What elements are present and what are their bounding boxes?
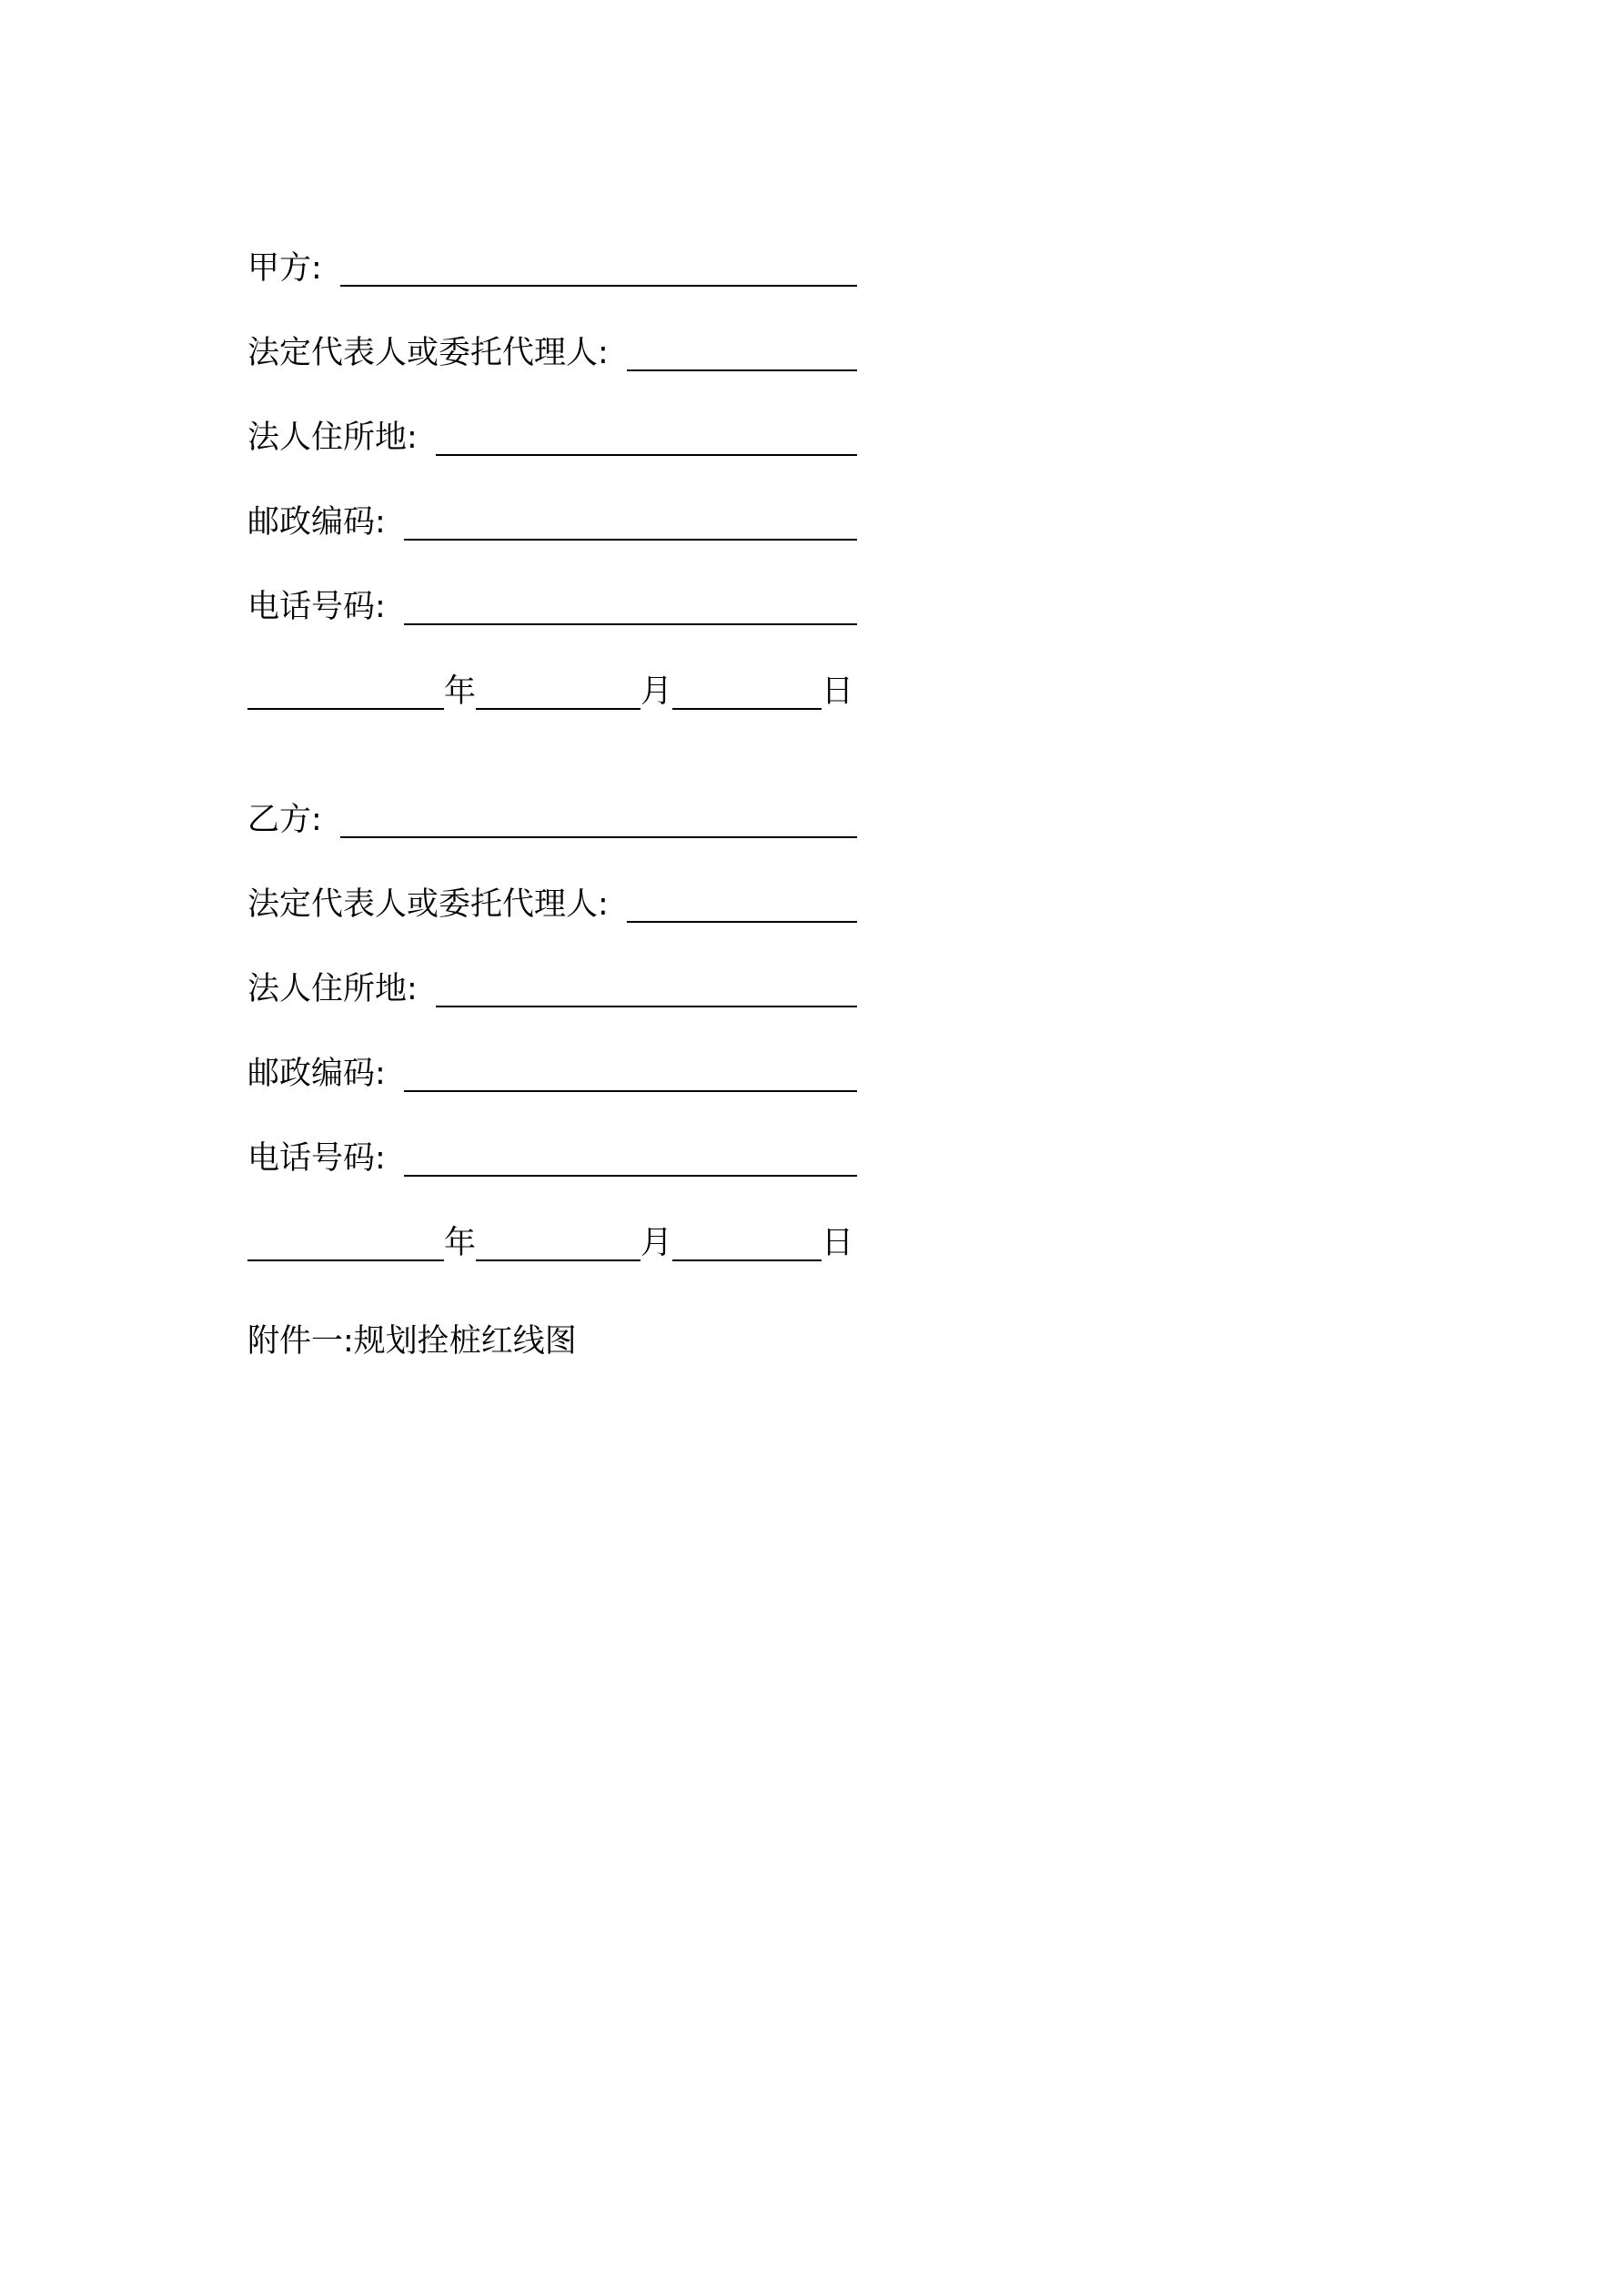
party-a-date-row	[247, 631, 857, 715]
party-a-rep-row	[247, 292, 857, 377]
party-b-postcode-row	[247, 1013, 857, 1097]
party-a-phone-label: 电话号码:	[247, 589, 386, 625]
section-spacer	[247, 715, 857, 759]
party-a-month-blank[interactable]	[476, 672, 641, 710]
party-a-postcode-blank[interactable]	[404, 502, 857, 541]
party-b-day-blank[interactable]	[672, 1223, 822, 1261]
signature-block	[247, 207, 857, 1365]
party-b-rep-row	[247, 844, 857, 928]
party-b-address-row	[247, 928, 857, 1013]
party-a-month-label: 月	[641, 673, 673, 710]
party-b-year-label: 年	[444, 1225, 477, 1261]
party-b-date-row	[247, 1182, 857, 1267]
party-a-name-label: 甲方:	[247, 250, 322, 287]
party-b-postcode-blank[interactable]	[404, 1054, 857, 1092]
section-spacer	[247, 1267, 857, 1318]
party-b-rep-blank[interactable]	[627, 885, 857, 923]
party-b-month-label: 月	[641, 1225, 673, 1261]
party-a-year-label: 年	[444, 673, 477, 710]
party-a-day-blank[interactable]	[672, 672, 822, 710]
party-a-phone-row	[247, 546, 857, 631]
party-b-rep-label: 法定代表人或委托代理人:	[247, 886, 609, 923]
party-b-day-label: 日	[822, 1225, 854, 1261]
party-a-year-blank[interactable]	[247, 672, 444, 710]
party-b-year-blank[interactable]	[247, 1223, 444, 1261]
party-b-month-blank[interactable]	[476, 1223, 641, 1261]
party-b-address-blank[interactable]	[436, 969, 857, 1007]
party-b-name-label: 乙方:	[247, 802, 322, 838]
party-a-name-blank[interactable]	[340, 248, 857, 287]
party-a-address-label: 法人住所地:	[247, 420, 418, 456]
party-a-address-blank[interactable]	[436, 418, 857, 456]
party-b-name-blank[interactable]	[340, 800, 857, 838]
party-b-phone-row	[247, 1097, 857, 1182]
party-b-phone-blank[interactable]	[404, 1138, 857, 1177]
party-a-phone-blank[interactable]	[404, 587, 857, 625]
party-a-rep-label: 法定代表人或委托代理人:	[247, 335, 609, 371]
party-b-postcode-label: 邮政编码:	[247, 1056, 386, 1092]
party-a-postcode-label: 邮政编码:	[247, 504, 386, 541]
party-b-phone-label: 电话号码:	[247, 1140, 386, 1177]
attachment-title: 附件一:规划拴桩红线图	[247, 1323, 577, 1360]
party-b-address-label: 法人住所地:	[247, 971, 418, 1007]
party-a-name-row	[247, 207, 857, 292]
party-a-rep-blank[interactable]	[627, 333, 857, 371]
party-b-name-row	[247, 759, 857, 844]
party-a-address-row	[247, 377, 857, 461]
party-a-day-label: 日	[822, 673, 854, 710]
party-a-postcode-row	[247, 461, 857, 546]
